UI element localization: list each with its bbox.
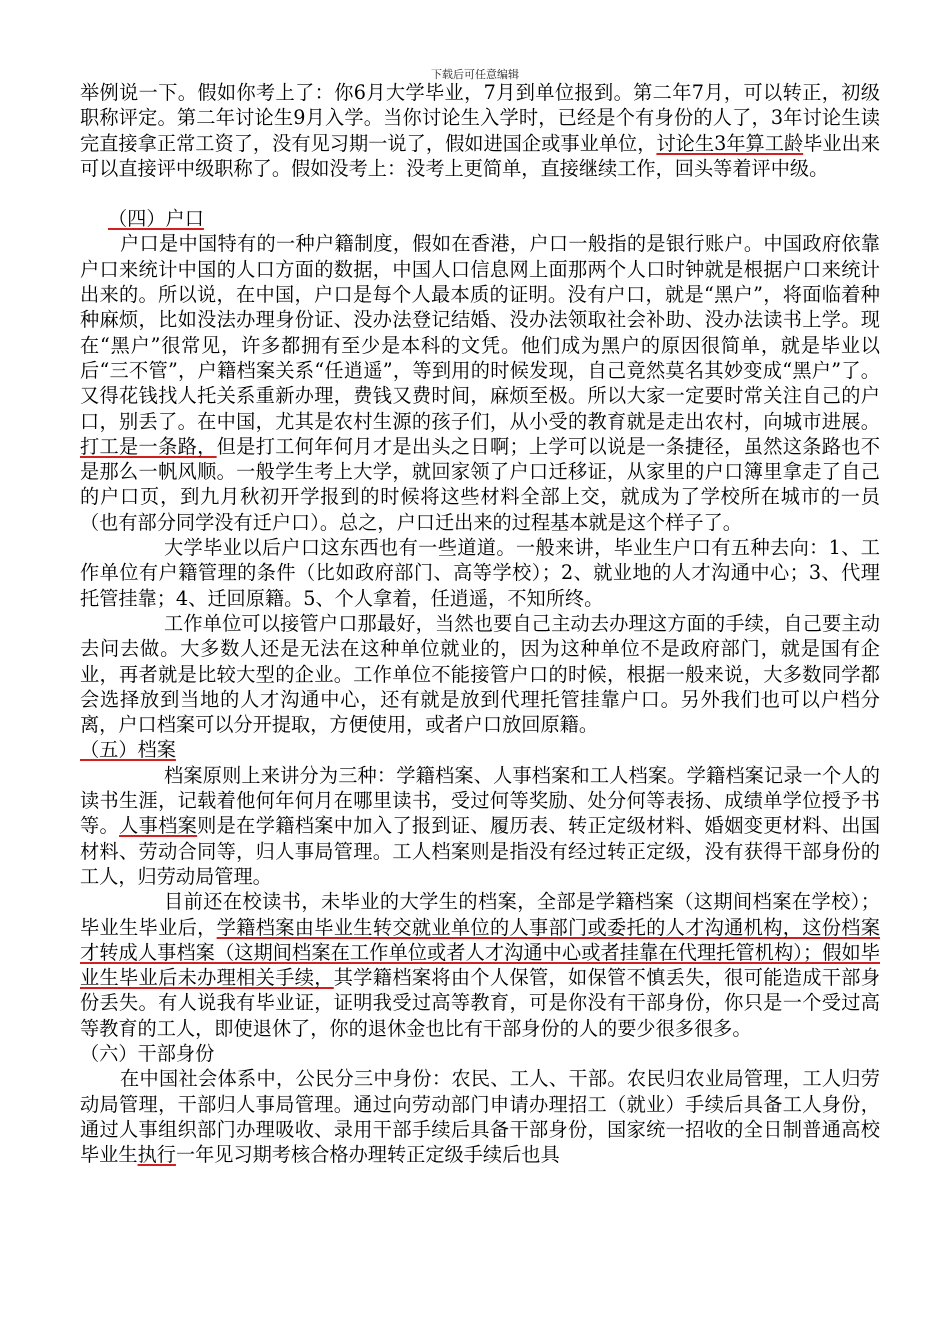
- section-heading-archive: [80, 737, 880, 762]
- underlined-text: 打工是一条路，: [80, 434, 217, 458]
- underlined-text: 学籍档案由毕业生转交就业单位的人事部门或委托的人才沟通机构，这份档案才转成人事档案（这期间档案在工作单位或者人才沟通中心或者挂靠在代理托管机构）；假如毕业生毕业后未办理相关手续，: [80, 915, 881, 990]
- text-run: 毕业出来可以直接评中级职称了。假如没考上：没考上更简单，直接继续工作，回头等着评中级。: [80, 131, 881, 180]
- text-run: 在中国社会体系中，公民分三中身份：农民、工人、干部。农民归农业局管理，工人归劳动局管理，干部归人事局管理。通过向劳动部门申请办理招工（就业）手续后具备工人身份，通过人事组织部门办理吸收、录用干部手续后具备干部身份，国家统一招收的全日制普通高校毕业生: [80, 1067, 880, 1167]
- paragraph-archive-students: [80, 889, 880, 1041]
- section-heading-archive-text: （五）档案: [80, 738, 176, 762]
- text-run: 档案原则上来讲分为三种：学籍档案、人事档案和工人档案。学籍档案记录一个人的读书生涯，记载着他何年何月在哪里读书，受过何等奖励、处分何等表扬、成绩单学位授予书等。: [80, 763, 880, 838]
- text-run: 其学籍档案将由个人保管，如保管不慎丢失，很可能造成干部身份丢失。有人说我有毕业证，证明我受过高等教育，可是你没有干部身份，你只是一个受过高等教育的工人，即使退休了，你的退休金也比有干部身份的人的要少很多很多。: [80, 966, 881, 1040]
- paragraph-exam-example: [80, 80, 880, 181]
- underlined-text: 讨论生3年算工龄: [656, 131, 804, 155]
- document-body: [80, 80, 880, 1167]
- section-heading-hukou: [80, 206, 880, 231]
- text-run: 一年见习期考核合格办理转正定级手续后也具: [175, 1143, 560, 1167]
- text-run: 户口是中国特有的一种户籍制度，假如在香港，户口一般指的是银行账户。中国政府依靠户口来统计中国的人口方面的数据，中国人口信息网上面那两个人口时钟就是根据户口来统计出来的。所以说，在中国，户口是每个人最本质的证明。没有户口，就是“黑户”，将面临着种种麻烦，比如没法办理身份证、没办法登记结婚、没办法领取社会补助、没办法读书上学。现在“黑户”很常见，许多都拥有至少是本科的文凭。他们成为黑户的原因很简单，就是毕业以后“三不管”，户籍档案关系“任逍遥”，等到用的时候发现，自己竟然莫名其妙变成“黑户”了。又得花钱找人托关系重新办理，费钱又费时间，麻烦至极。所以大家一定要时常关注自己的户口，别丢了。在中国，尤其是农村生源的孩子们，从小受的教育就是走出农村，向城市进展。: [80, 232, 880, 433]
- paragraph-hukou-destinations: 大学毕业以后户口这东西也有一些道道。一般来讲，毕业生户口有五种去向：1、工作单位有户籍管理的条件（比如政府部门、高等学校）；2、就业地的人才沟通中心；3、代理托管挂靠；4、迁回原籍。5、个人拿着，任逍遥，不知所终。: [80, 536, 880, 610]
- text-run: 但是打工何年何月才是出头之日啊；上学可以说是一条捷径，虽然这条路也不是那么一帆风顺。一般学生考上大学，就回家领了户口迁移证，从家里的户口簿里拿走了自己的户口页，到九月秋初开学报到的时候将这些材料全部上交，就成为了学校所在城市的一员（也有部分同学没有迁户口）。总之，户口迁出来的过程基本就是这个样子了。: [80, 434, 881, 534]
- paragraph-hukou-intro: [80, 231, 880, 535]
- underlined-text: 人事档案: [119, 814, 198, 838]
- section-heading-cadre: （六）干部身份: [80, 1041, 215, 1065]
- text-run: 目前还在校读书，未毕业的大学生的档案，全部是学籍档案（这期间档案在学校）；毕业生毕业后，: [80, 890, 880, 939]
- section-heading-hukou-text: （四）户口: [108, 207, 204, 231]
- paragraph-archive-types: [80, 763, 880, 889]
- underlined-text: 执行: [137, 1143, 176, 1167]
- page-header: 下载后可任意编辑: [431, 68, 519, 81]
- text-run: 则是在学籍档案中加入了报到证、履历表、转正定级材料、婚姻变更材料、出国材料、劳动合同等，归人事局管理。工人档案则是指没有经过转正定级，没有获得干部身份的工人，归劳动局管理。: [80, 814, 881, 888]
- paragraph-hukou-employer: 工作单位可以接管户口那最好，当然也要自己主动去办理这方面的手续，自己要主动去问去做。大多数人还是无法在这种单位就业的，因为这种单位不是政府部门，就是国有企业，再者就是比较大型的企业。工作单位不能接管户口的时候，根据一般来说，大多数同学都会选择放到当地的人才沟通中心，还有就是放到代理托管挂靠户口。另外我们也可以户档分离，户口档案可以分开提取，方便使用，或者户口放回原籍。: [80, 611, 880, 737]
- text-run: 举例说一下。假如你考上了：你6月大学毕业，7月到单位报到。第二年7月，可以转正，初级职称评定。第二年讨论生9月入学。当你讨论生入学时，已经是个有身份的人了，3年讨论生读完直接拿正常工资了，没有见习期一说了，假如进国企或事业单位，: [80, 81, 880, 155]
- paragraph-cadre-status: [80, 1066, 880, 1167]
